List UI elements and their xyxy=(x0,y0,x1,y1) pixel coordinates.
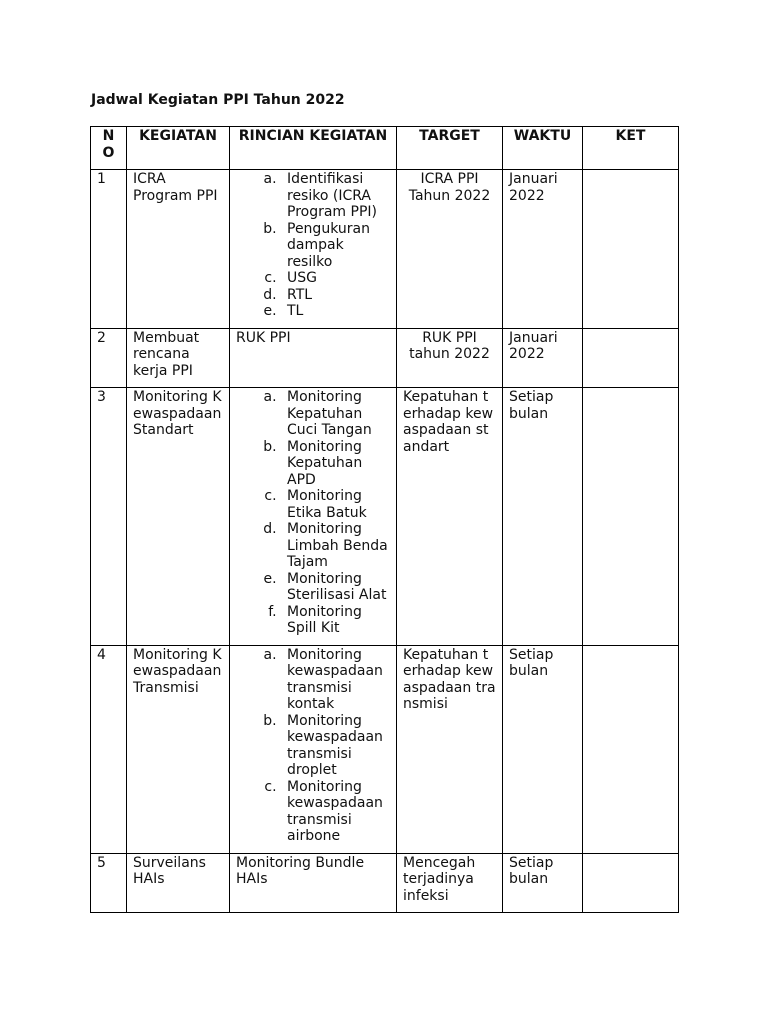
table-header-row xyxy=(91,127,679,170)
cell-rincian: Monitoring Bundle HAIs xyxy=(230,853,397,913)
cell-ket xyxy=(583,645,679,853)
list-item: a. Monitoring kewaspadaan transmisi kontak xyxy=(281,647,390,713)
table-row xyxy=(91,645,679,853)
list-item: a. Monitoring Kepatuhan Cuci Tangan xyxy=(281,389,390,439)
list-item: a. Identifikasi resiko (ICRA Program PPI) xyxy=(281,171,390,221)
list-item: e. Monitoring Sterilisasi Alat xyxy=(281,571,390,604)
rincian-list xyxy=(236,647,390,845)
cell-ket xyxy=(583,170,679,329)
list-item: b. Monitoring Kepatuhan APD xyxy=(281,439,390,489)
list-item: c. Monitoring Etika Batuk xyxy=(281,488,390,521)
cell-kegiatan: Monitoring Kewaspadaan Standart xyxy=(127,388,230,646)
cell-waktu: Januari 2022 xyxy=(503,328,583,388)
cell-no: 5 xyxy=(91,853,127,913)
cell-ket xyxy=(583,328,679,388)
cell-rincian xyxy=(230,170,397,329)
header-waktu: WAKTU xyxy=(503,127,583,170)
table-row xyxy=(91,328,679,388)
header-target: TARGET xyxy=(397,127,503,170)
list-item: c. USG xyxy=(281,270,390,287)
cell-no: 3 xyxy=(91,388,127,646)
cell-kegiatan: Membuat rencana kerja PPI xyxy=(127,328,230,388)
cell-target: RUK PPI tahun 2022 xyxy=(397,328,503,388)
cell-rincian xyxy=(230,645,397,853)
cell-no: 4 xyxy=(91,645,127,853)
table-row xyxy=(91,170,679,329)
cell-waktu: Setiap bulan xyxy=(503,388,583,646)
document-title: Jadwal Kegiatan PPI Tahun 2022 xyxy=(91,92,345,108)
cell-target: Kepatuhan terhadap kewaspadaan transmisi xyxy=(397,645,503,853)
cell-ket xyxy=(583,853,679,913)
rincian-list xyxy=(236,389,390,637)
cell-ket xyxy=(583,388,679,646)
cell-rincian xyxy=(230,388,397,646)
header-ket: KET xyxy=(583,127,679,170)
cell-rincian: RUK PPI xyxy=(230,328,397,388)
cell-target: ICRA PPI Tahun 2022 xyxy=(397,170,503,329)
cell-target: Kepatuhan terhadap kewaspadaan standart xyxy=(397,388,503,646)
table-row xyxy=(91,853,679,913)
cell-no: 2 xyxy=(91,328,127,388)
cell-kegiatan: ICRA Program PPI xyxy=(127,170,230,329)
table-row xyxy=(91,388,679,646)
schedule-table xyxy=(90,126,679,913)
header-kegiatan: KEGIATAN xyxy=(127,127,230,170)
cell-waktu: Setiap bulan xyxy=(503,645,583,853)
header-no: N O xyxy=(91,127,127,170)
rincian-list xyxy=(236,171,390,320)
list-item: b. Monitoring kewaspadaan transmisi droplet xyxy=(281,713,390,779)
header-rincian: RINCIAN KEGIATAN xyxy=(230,127,397,170)
list-item: b. Pengukuran dampak resilko xyxy=(281,221,390,271)
list-item: f. Monitoring Spill Kit xyxy=(281,604,390,637)
list-item: d. Monitoring Limbah Benda Tajam xyxy=(281,521,390,571)
list-item: e. TL xyxy=(281,303,390,320)
list-item: c. Monitoring kewaspadaan transmisi airbone xyxy=(281,779,390,845)
cell-kegiatan: Monitoring Kewaspadaan Transmisi xyxy=(127,645,230,853)
cell-waktu: Setiap bulan xyxy=(503,853,583,913)
cell-waktu: Januari 2022 xyxy=(503,170,583,329)
cell-target: Mencegah terjadinya infeksi xyxy=(397,853,503,913)
list-item: d. RTL xyxy=(281,287,390,304)
cell-no: 1 xyxy=(91,170,127,329)
cell-kegiatan: Surveilans HAIs xyxy=(127,853,230,913)
